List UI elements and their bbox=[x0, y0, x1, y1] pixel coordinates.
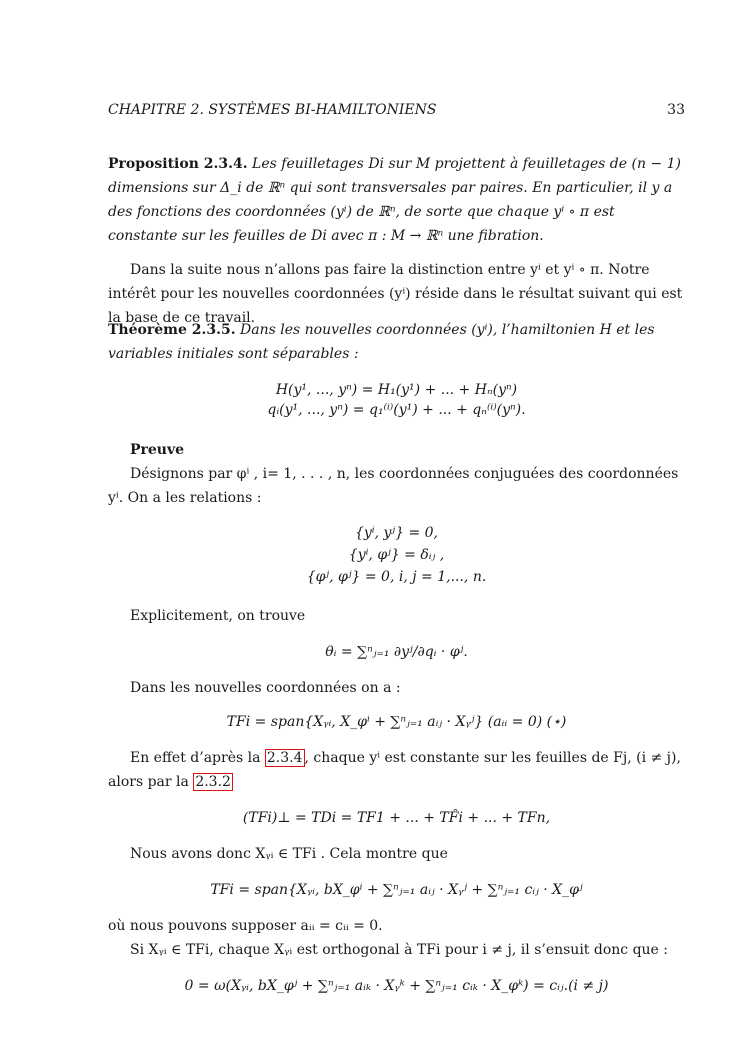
theorem-block bbox=[108, 318, 685, 366]
paragraph-thus: Nous avons donc Xᵧᵢ ∈ TFi . Cela montre que bbox=[130, 846, 448, 862]
paragraph-if: Si Xᵧᵢ ∈ TFi, chaque Xᵧᵢ est orthogonal à TFi pour i ≠ j, il s’ensuit donc que : bbox=[130, 942, 669, 958]
equation-line: {yⁱ, yʲ} = 0, bbox=[354, 525, 439, 541]
equation-orthogonal: (TFi)⊥ = TDi = TF1 + ... + TF̂i + ... + TFn, bbox=[242, 810, 551, 826]
proof-title: Preuve bbox=[130, 442, 185, 458]
paragraph-explicit: Explicitement, on trouve bbox=[130, 608, 306, 624]
equation-line: H(y¹, ..., yⁿ) = H₁(y¹) + ... + Hₙ(yⁿ) bbox=[275, 382, 518, 398]
theorem-label: Théorème 2.3.5. bbox=[108, 322, 236, 338]
paragraph-suppose: où nous pouvons supposer aᵢᵢ = cᵢᵢ = 0. bbox=[108, 918, 383, 934]
paragraph-new-coordinates: Dans les nouvelles coordonnées on a : bbox=[130, 680, 401, 696]
equation-tfi: TFi = span{Xᵧᵢ, X_φⁱ + ∑ⁿⱼ₌₁ aᵢⱼ · Xᵧʲ} (aᵢᵢ = 0) (⋆) bbox=[226, 714, 567, 730]
paragraph-distinction: Dans la suite nous n’allons pas faire la distinction entre yⁱ et yⁱ ∘ π. Notre intérêt pour les nouvelles coordonnées (yⁱ) réside dans le résultat suivant qui est la base de ce travail. bbox=[108, 262, 683, 326]
proof-intro: Désignons par φⁱ , i= 1, . . . , n, les coordonnées conjuguées des coordonnées yⁱ. On a les relations : bbox=[108, 466, 679, 506]
equation-tfi-span: TFi = span{Xᵧᵢ, bX_φⁱ + ∑ⁿⱼ₌₁ aᵢⱼ · Xᵧʲ + ∑ⁿⱼ₌₁ cᵢⱼ · X_φʲ bbox=[210, 882, 583, 898]
equation-hamiltonian bbox=[108, 380, 685, 420]
equation-relations bbox=[108, 522, 685, 588]
proposition-text: Les feuilletages Di sur M projettent à feuilletages de (n − 1) dimensions sur Δ_i de ℝⁿ qui sont transversales par paires. En particulier, il y a des fonctions des coordonnées (yⁱ) de ℝⁿ, de sorte que chaque yⁱ ∘ π est constante sur les feuilles de Di avec π : M → ℝⁿ une fibration. bbox=[108, 156, 681, 244]
running-header: CHAPITRE 2. SYSTÈMES BI-HAMILTONIENS bbox=[108, 102, 437, 118]
equation-omega: 0 = ω(Xᵧᵢ, bX_φʲ + ∑ⁿⱼ₌₁ aᵢₖ · Xᵧᵏ + ∑ⁿⱼ₌₁ cᵢₖ · X_φᵏ) = cᵢⱼ.(i ≠ j) bbox=[184, 978, 609, 994]
page-number: 33 bbox=[667, 102, 685, 118]
reference-link-2-3-4[interactable]: 2.3.4 bbox=[266, 750, 303, 766]
equation-theta: θᵢ = ∑ⁿⱼ₌₁ ∂yʲ/∂qᵢ · φʲ. bbox=[325, 644, 468, 660]
reference-link-2-3-2[interactable]: 2.3.2 bbox=[195, 774, 231, 790]
equation-line: qᵢ(y¹, ..., yⁿ) = q₁⁽ⁱ⁾(y¹) + ... + qₙ⁽ⁱ⁾(yⁿ). bbox=[267, 402, 526, 418]
paragraph-effect: En effet d’après la 2.3.4 , chaque yⁱ est constante sur les feuilles de Fj, (i ≠ j), alors par la 2.3.2 bbox=[108, 750, 681, 790]
proposition-block bbox=[108, 152, 685, 248]
theorem-text: Dans les nouvelles coordonnées (yⁱ), l’hamiltonien H et les variables initiales sont séparables : bbox=[108, 322, 655, 362]
equation-line: {yⁱ, φʲ} = δᵢⱼ , bbox=[348, 547, 445, 563]
proposition-label: Proposition 2.3.4. bbox=[108, 156, 248, 172]
equation-line: {φʲ, φʲ} = 0, i, j = 1,..., n. bbox=[306, 569, 487, 585]
